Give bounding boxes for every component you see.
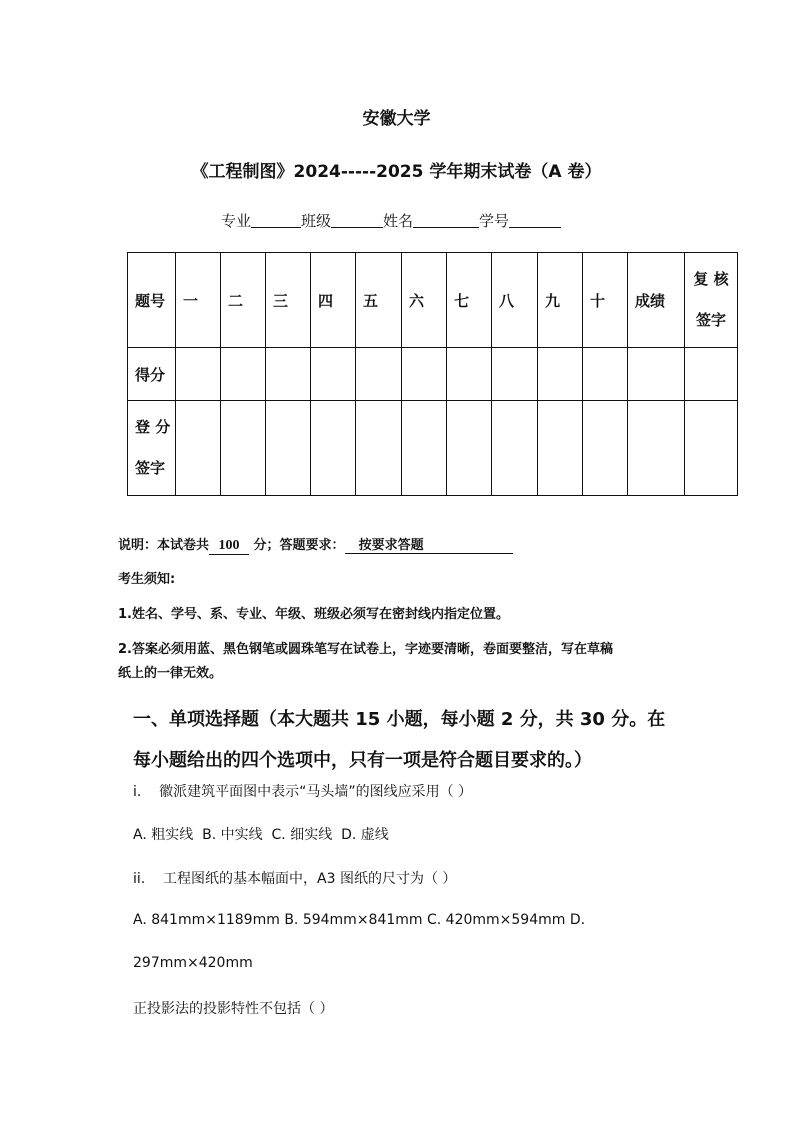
student-info-line <box>221 210 561 231</box>
record-label-line1: 登 分 <box>135 418 171 436</box>
score-cell[interactable] <box>266 348 311 401</box>
column-4: 四 <box>311 253 356 348</box>
record-signature-label <box>128 401 176 496</box>
question-text: 工程图纸的基本幅面中，A3 图纸的尺寸为（ ） <box>163 871 457 887</box>
signature-cell[interactable] <box>311 401 356 496</box>
section-heading: 一、单项选择题（本大题共 15 小题，每小题 2 分，共 30 分。在 <box>133 709 666 730</box>
signature-cell[interactable] <box>628 401 685 496</box>
signature-cell[interactable] <box>492 401 538 496</box>
notice-item-2-continued: 纸上的一律无效。 <box>118 666 223 681</box>
signature-cell[interactable] <box>266 401 311 496</box>
total-points: 100 <box>209 538 249 555</box>
review-label-line1: 复 核 <box>693 270 729 288</box>
score-row-label: 得分 <box>128 348 176 401</box>
question-1 <box>133 781 472 801</box>
question-number: ii. <box>133 871 146 887</box>
score-cell[interactable] <box>538 348 583 401</box>
signature-cell[interactable] <box>356 401 402 496</box>
section-heading-continued: 每小题给出的四个选项中，只有一项是符合题目要求的。） <box>133 750 592 771</box>
review-label-line2: 签字 <box>695 311 726 329</box>
signature-cell[interactable] <box>538 401 583 496</box>
column-7: 七 <box>447 253 492 348</box>
question-number-label: 题号 <box>128 253 176 348</box>
notice-item-2: 2.答案必须用蓝、黑色钢笔或圆珠笔写在试卷上，字迹要清晰，卷面要整洁，写在草稿 <box>118 642 613 657</box>
score-cell[interactable] <box>583 348 628 401</box>
major-label: 专业 <box>221 212 252 230</box>
record-label-line2: 签字 <box>135 459 166 477</box>
score-cell[interactable] <box>311 348 356 401</box>
question-2-options: A. 841mm×1189mm B. 594mm×841mm C. 420mm×594mm D. <box>133 912 586 928</box>
score-cell[interactable] <box>447 348 492 401</box>
column-2: 二 <box>221 253 266 348</box>
column-6: 六 <box>402 253 447 348</box>
exam-description <box>118 534 513 555</box>
question-3: 正投影法的投影特性不包括（ ） <box>133 1001 334 1017</box>
class-label: 班级 <box>301 212 332 230</box>
score-cell[interactable] <box>628 348 685 401</box>
notice-item-1: 1.姓名、学号、系、专业、年级、班级必须写在密封线内指定位置。 <box>118 607 509 622</box>
question-2-options-continued: 297mm×420mm <box>133 955 253 971</box>
signature-cell[interactable] <box>176 401 221 496</box>
table-header-row <box>128 253 738 348</box>
description-prefix: 说明：本试卷共 <box>118 538 210 553</box>
total-score-label: 成绩 <box>628 253 685 348</box>
column-9: 九 <box>538 253 583 348</box>
question-number: i. <box>133 784 142 800</box>
question-text: 徽派建筑平面图中表示“马头墙”的图线应采用（ ） <box>159 784 473 800</box>
column-10: 十 <box>583 253 628 348</box>
signature-cell[interactable] <box>685 401 738 496</box>
signature-cell[interactable] <box>221 401 266 496</box>
name-blank[interactable] <box>413 211 479 228</box>
question-2 <box>133 868 456 888</box>
review-signature-label <box>685 253 738 348</box>
signature-cell[interactable] <box>583 401 628 496</box>
major-blank[interactable] <box>251 211 301 228</box>
signature-cell[interactable] <box>402 401 447 496</box>
exam-title: 《工程制图》2024-----2025 学年期末试卷（A 卷） <box>191 162 602 182</box>
record-signature-row <box>128 401 738 496</box>
description-mid: 分；答题要求： <box>253 538 345 553</box>
score-cell[interactable] <box>402 348 447 401</box>
name-label: 姓名 <box>383 212 414 230</box>
student-id-blank[interactable] <box>509 211 561 228</box>
notice-title: 考生须知: <box>118 572 176 587</box>
column-8: 八 <box>492 253 538 348</box>
student-id-label: 学号 <box>479 212 510 230</box>
score-table <box>127 252 738 496</box>
score-cell[interactable] <box>356 348 402 401</box>
signature-cell[interactable] <box>447 401 492 496</box>
question-1-options: A. 粗实线 B. 中实线 C. 细实线 D. 虚线 <box>133 827 389 843</box>
score-cell[interactable] <box>221 348 266 401</box>
score-cell[interactable] <box>176 348 221 401</box>
column-1: 一 <box>176 253 221 348</box>
score-row <box>128 348 738 401</box>
column-3: 三 <box>266 253 311 348</box>
answer-requirement: 按要求答题 <box>345 534 513 554</box>
column-5: 五 <box>356 253 402 348</box>
score-cell[interactable] <box>685 348 738 401</box>
score-cell[interactable] <box>492 348 538 401</box>
university-name: 安徽大学 <box>362 109 431 129</box>
class-blank[interactable] <box>331 211 383 228</box>
